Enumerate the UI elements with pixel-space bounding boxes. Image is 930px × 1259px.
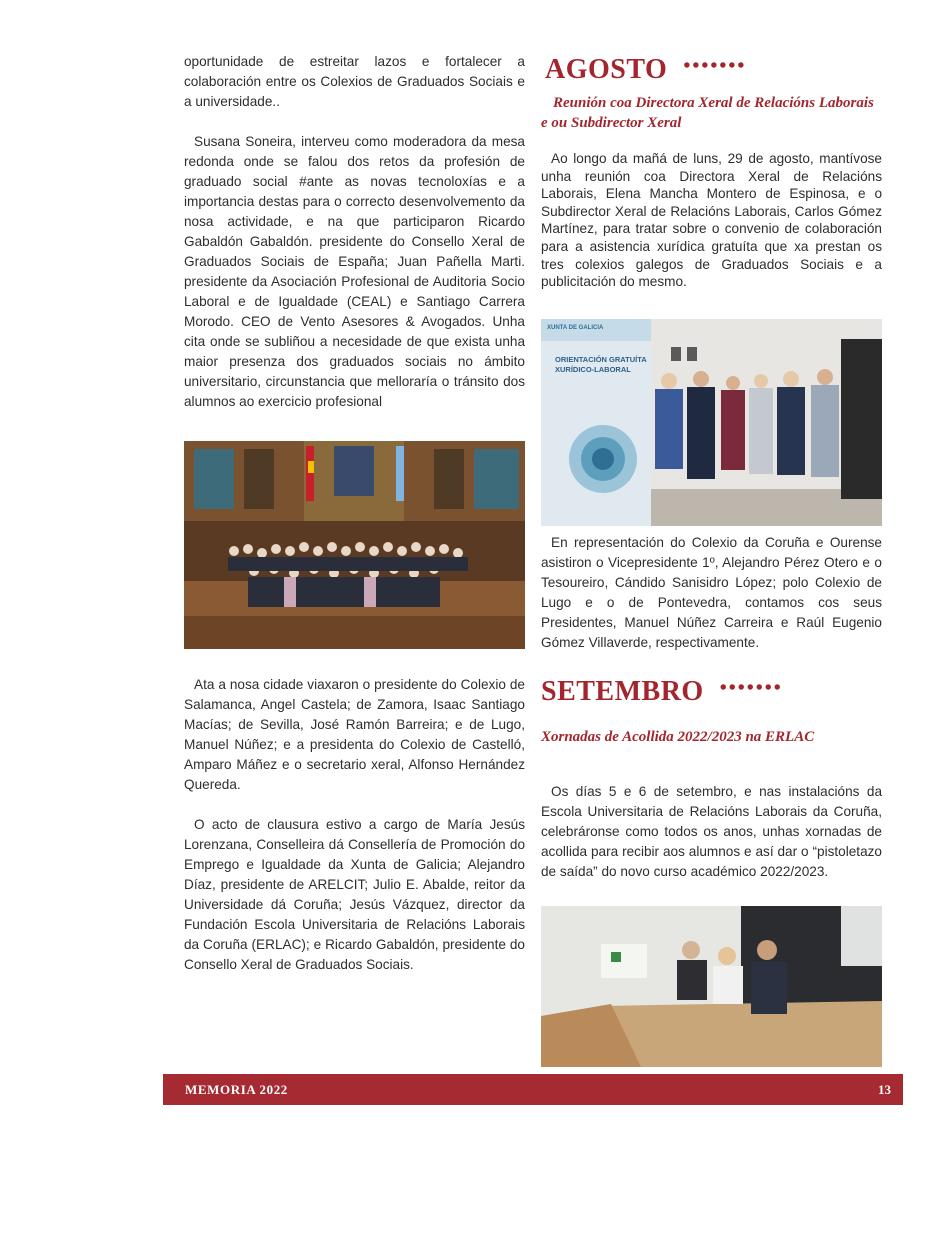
agosto-heading: [545, 54, 746, 86]
agosto-body: [541, 150, 882, 291]
left-paragraph-1: oportunidade de estreitar lazos e fortalecer a colaboración entre os Colexios de Graduados Sociais e a universidade..: [184, 54, 525, 109]
banner-title: [555, 355, 647, 375]
left-paragraph-3: Ata a nosa cidade viaxaron o presidente do Colexio de Salamanca, Angel Castela; de Zamora, Isaac Santiago Macías; de Sevilla, José Ramón Barreira; e de Lugo, Manuel Núñez; e a presidenta do Colexio de Castelló, Amparo Máñez e o secretario xeral, Alfonso Hernández Quereda.: [184, 677, 525, 792]
agosto-body-2: [541, 533, 882, 653]
setembro-body: [541, 782, 882, 882]
banner-title-line-2: XURÍDICO-LABORAL: [555, 365, 631, 374]
banner-brand: XUNTA DE GALICIA: [547, 325, 604, 331]
setembro-heading: [541, 676, 783, 708]
setembro-paragraph-1: Os días 5 e 6 de setembro, e nas instalacións da Escola Universitaria de Relacións Laborais da Coruña, celebráronse como todos os anos, unhas xornadas de acollida para recibir aos alumnos e así dar o “pistoletazo de saída” do novo curso académico 2022/2023.: [541, 784, 882, 879]
agosto-dots: •••••••: [683, 55, 747, 77]
group-photo-hall-image: [184, 441, 525, 649]
setembro-dots: •••••••: [719, 677, 783, 699]
agosto-month-label: AGOSTO: [545, 54, 668, 85]
agosto-paragraph-2: En representación do Colexio da Coruña e Ourense asistiron o Vicepresidente 1º, Alejandro Pérez Otero e o Tesoureiro, Cándido Sanisidro López; polo Colexio de Lugo e o de Pontevedra, contamos cos seus Presidentes, Manuel Núñez Carreira e Raúl Eugenio Gómez Villaverde, respectivamente.: [541, 535, 882, 650]
footer-label: MEMORIA 2022: [185, 1082, 288, 1097]
setembro-subtitle: Xornadas de Acollida 2022/2023 na ERLAC: [541, 729, 815, 745]
meeting-photo-image: [541, 319, 882, 526]
classroom-photo: [541, 906, 882, 1067]
agosto-subtitle: Reunión coa Directora Xeral de Relacións Laborais e ou Subdirector Xeral: [541, 95, 874, 131]
classroom-photo-image: [541, 906, 882, 1067]
group-photo-hall: [184, 441, 525, 649]
page-footer: [163, 1074, 903, 1105]
page-number: 13: [878, 1082, 891, 1097]
agosto-paragraph-1: Ao longo da mañá de luns, 29 de agosto, mantívose unha reunión coa Directora Xeral de Relacións Laborais, Elena Mancha Montero de Espinosa, e o Subdirector Xeral de Relacións Laborais, Carlos Gómez Martínez, para tratar sobre o convenio de colaboración para a asistencia xurídica gratuíta que xa prestan os tres colexios galegos de Graduados Sociais e a publicitación do mesmo.: [541, 151, 882, 290]
banner-title-line-1: ORIENTACIÓN GRATUÍTA: [555, 355, 647, 364]
setembro-month-label: SETEMBRO: [541, 676, 704, 707]
left-paragraph-4: O acto de clausura estivo a cargo de María Jesús Lorenzana, Conselleira dá Consellería de Promoción do Emprego e Igualdade da Xunta de Galicia; Alejandro Díaz, presidente de ARELCIT; Julio E. Abalde, reitor da Universidade dá Coruña; Jesús Vázquez, director da Fundación Escola Universitaria de Relacións Laborais da Coruña (ERLAC); e Ricardo Gabaldón, presidente do Consello Xeral de Graduados Sociais.: [184, 817, 525, 972]
left-column-lower: [184, 675, 525, 975]
left-column: [184, 52, 525, 412]
left-paragraph-2: Susana Soneira, interveu como moderadora da mesa redonda onde se falou dos retos da profesión de graduado social #ante as novas tecnoloxías e a importancia destas para o correcto desenvolvemento da nosa actividade, e na que participaron Ricardo Gabaldón Gabaldón. presidente do Consello Xeral de Graduados Sociais de España; Juan Pañella Marti. presidente da Asociación Profesional de Auditoria Socio Laboral e de Igualdade (CEAL) e Santiago Carrera Morodo. CEO de Vento Asesores & Avogados. Unha cita onde se subliñou a necesidade de que exista unha maior presenza dos graduados sociais no ámbito universitario, circunstancia que melloraría o tránsito dos alumnos ao exercicio profesional: [184, 134, 525, 409]
meeting-photo: [541, 319, 882, 526]
